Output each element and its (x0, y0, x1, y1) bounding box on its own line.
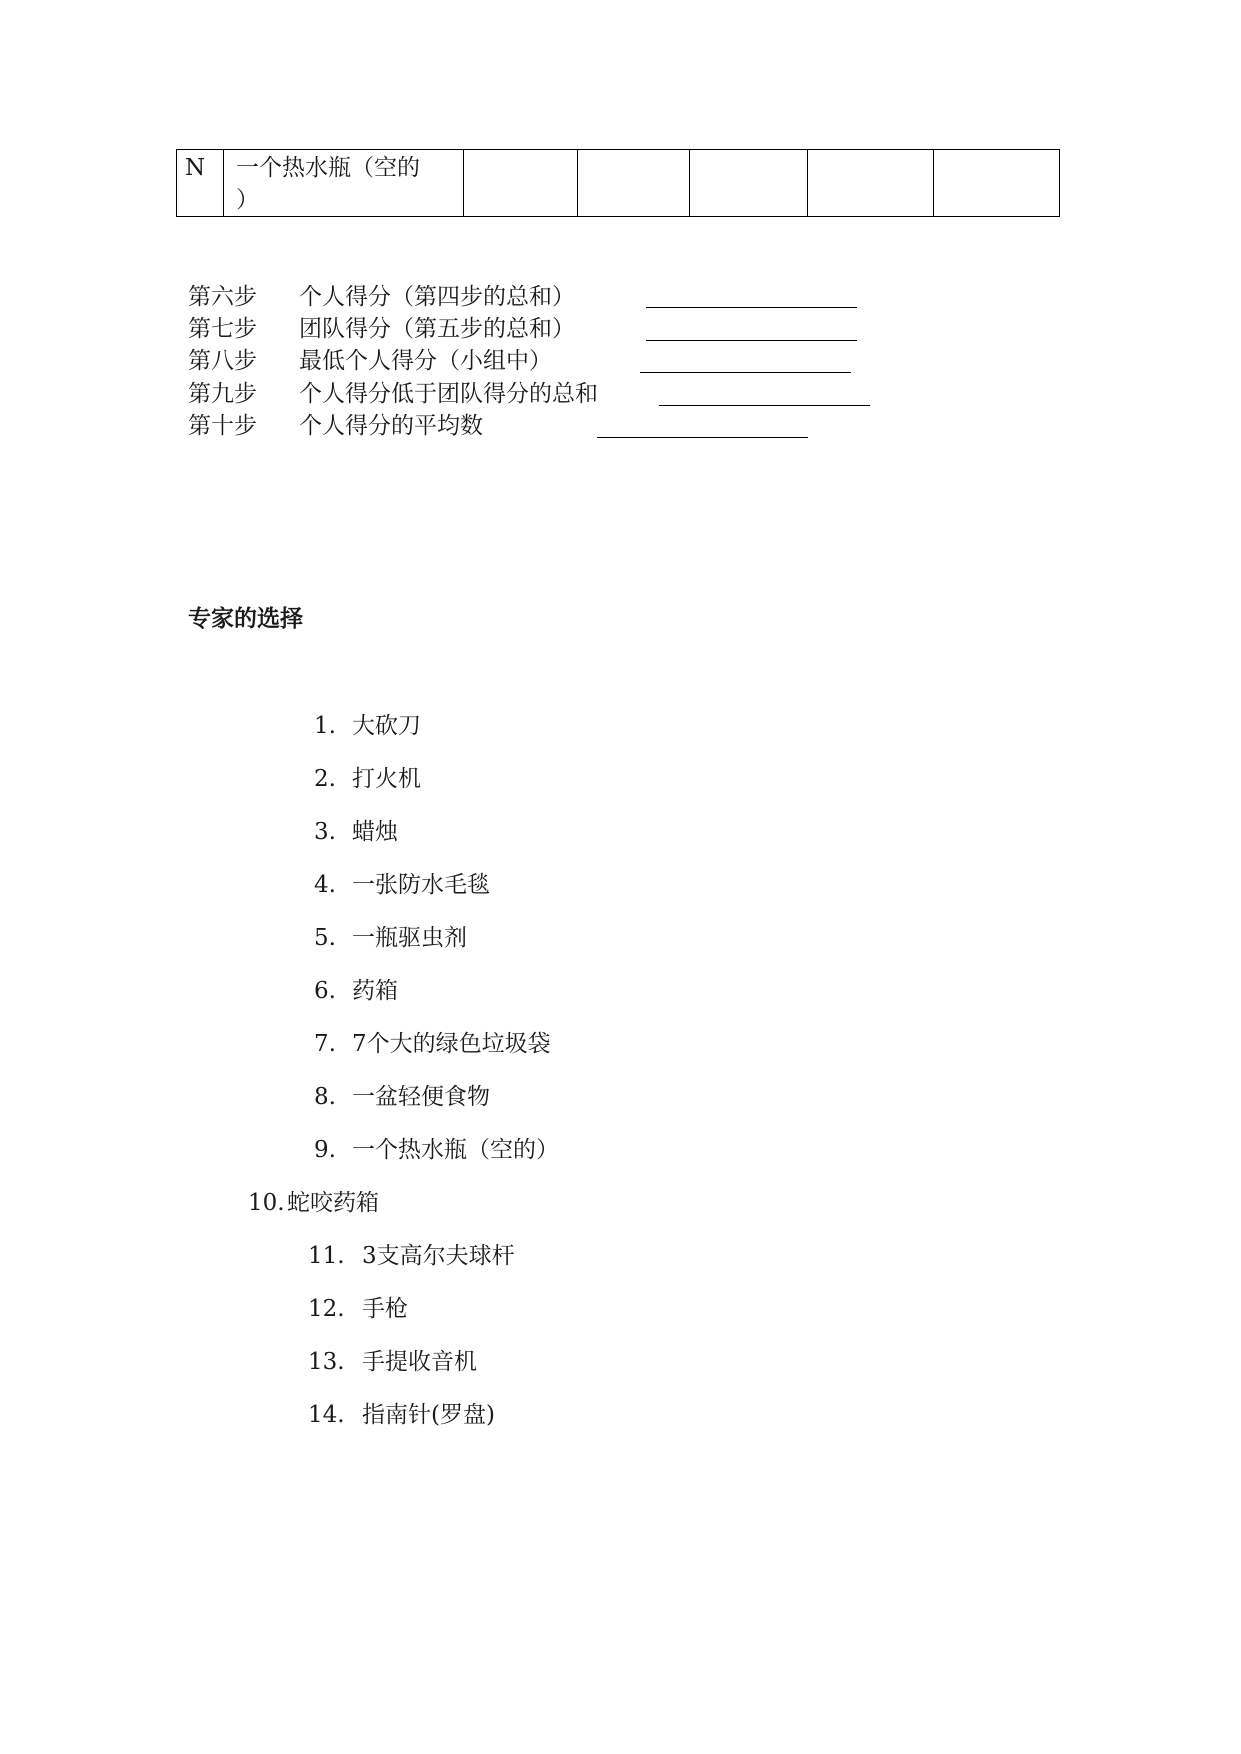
step-text: 个人得分的平均数 (299, 413, 483, 439)
item-number: 5. (314, 925, 336, 951)
table-cell-blank (808, 150, 934, 217)
row-item-line1: 一个热水瓶（空的 (236, 155, 420, 181)
item-text: 一盆轻便食物 (352, 1084, 490, 1110)
item-number: 12. (308, 1296, 345, 1322)
item-text: 指南针(罗盘) (362, 1402, 495, 1428)
row-item-line2: ） (236, 187, 259, 213)
item-number: 7. (314, 1031, 336, 1057)
step-label: 第七步 (188, 316, 257, 342)
item-number: 8. (314, 1084, 336, 1110)
item-text: 药箱 (352, 978, 398, 1004)
item-text: 手枪 (362, 1296, 408, 1322)
step-label: 第八步 (188, 348, 257, 374)
item-number: 6. (314, 978, 336, 1004)
item-number: 14. (308, 1402, 345, 1428)
item-text: 一个热水瓶（空的） (352, 1137, 559, 1163)
step-text: 个人得分（第四步的总和） (299, 284, 575, 310)
item-text: 蜡烛 (352, 819, 398, 845)
answer-blank (646, 340, 857, 341)
step-text: 团队得分（第五步的总和） (299, 316, 575, 342)
items-table (176, 149, 1060, 217)
item-text: 手提收音机 (362, 1349, 477, 1375)
step-label: 第九步 (188, 381, 257, 407)
item-text: 打火机 (352, 766, 421, 792)
item-number: 13. (308, 1349, 345, 1375)
item-text: 3支高尔夫球杆 (362, 1243, 515, 1269)
item-number: 1. (314, 713, 336, 739)
section-heading: 专家的选择 (188, 605, 303, 632)
answer-blank (646, 307, 857, 308)
table-cell-blank (578, 150, 690, 217)
answer-blank (640, 372, 851, 373)
answer-blank (597, 437, 808, 438)
table-cell-id (177, 150, 224, 217)
table-row (177, 150, 1060, 217)
item-text: 一张防水毛毯 (352, 872, 490, 898)
step-text: 个人得分低于团队得分的总和 (299, 381, 598, 407)
item-number: 3. (314, 819, 336, 845)
answer-blank (659, 405, 870, 406)
item-text: 一瓶驱虫剂 (352, 925, 467, 951)
item-number: 10. (248, 1190, 285, 1216)
item-text: 蛇咬药箱 (287, 1190, 379, 1216)
table-cell-blank (690, 150, 808, 217)
item-text: 7个大的绿色垃圾袋 (352, 1031, 551, 1057)
step-text: 最低个人得分（小组中） (299, 348, 552, 374)
step-label: 第六步 (188, 284, 257, 310)
item-number: 2. (314, 766, 336, 792)
table-cell-blank (934, 150, 1060, 217)
table-cell-item (224, 150, 464, 217)
item-number: 11. (308, 1243, 345, 1269)
item-number: 4. (314, 872, 336, 898)
item-number: 9. (314, 1137, 336, 1163)
item-text: 大砍刀 (352, 713, 421, 739)
table-cell-blank (464, 150, 578, 217)
row-id: N (185, 155, 206, 181)
step-label: 第十步 (188, 413, 257, 439)
